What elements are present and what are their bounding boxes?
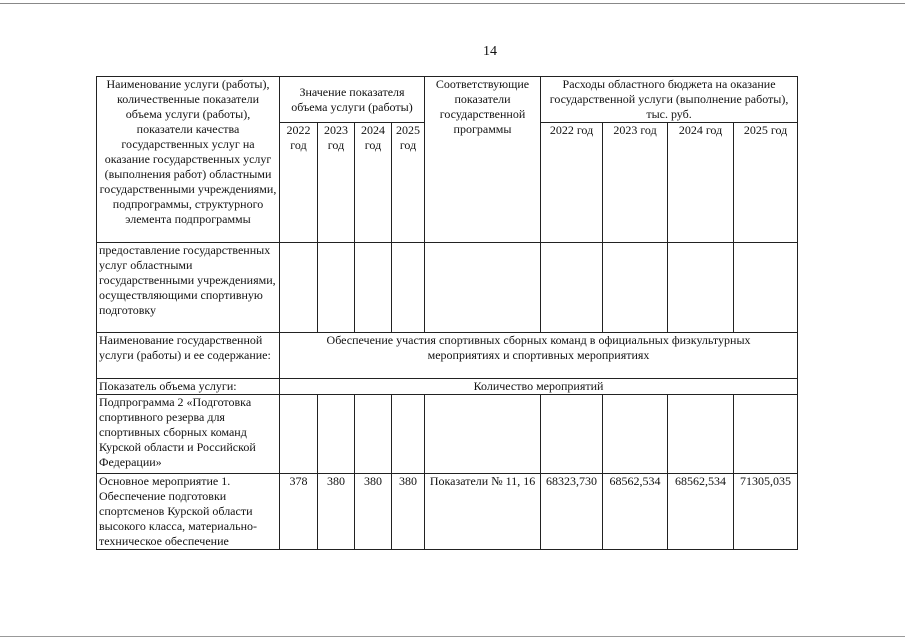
table-row-provision [97,243,798,333]
header-expenses-group: Расходы областного бюджета на оказание государственной услуги (выполнение работы), тыс. руб. [541,77,798,123]
header-expense-year: 2025 год [734,123,798,243]
empty-cell [318,243,355,333]
empty-cell [541,395,603,474]
empty-cell [392,243,425,333]
header-expense-year: 2024 год [668,123,734,243]
table-row-subprogram [97,395,798,474]
empty-cell [668,243,734,333]
empty-cell [425,243,541,333]
scan-edge-bottom [0,636,905,637]
table-row-service-name [97,333,798,379]
service-name-value: Обеспечение участия спортивных сборных команд в официальных физкультурных мероприятиях и спортивных мероприятиях [280,333,798,379]
volume-indicator-label: Показатель объема услуги: [97,379,280,395]
empty-cell [280,395,318,474]
main-event-expense: 68562,534 [603,474,668,550]
empty-cell [668,395,734,474]
table-row-volume-indicator [97,379,798,395]
main-event-expense: 71305,035 [734,474,798,550]
empty-cell [734,395,798,474]
header-row-1 [97,77,798,123]
empty-cell [603,243,668,333]
main-event-volume: 380 [318,474,355,550]
subprogram-text: Подпрограмма 2 «Подготовка спортивного резерва для спортивных сборных команд Курской области и Российской Федерации» [97,395,280,474]
budget-table [96,76,798,550]
page-number: 14 [483,44,497,59]
header-expense-year: 2022 год [541,123,603,243]
header-expense-year: 2023 год [603,123,668,243]
header-volume-year: 2022 год [280,123,318,243]
provision-text: предоставление государственных услуг областными государственными учреждениями, осуществляющими спортивную подготовку [97,243,280,333]
service-name-label: Наименование государственной услуги (работы) и ее содержание: [97,333,280,379]
empty-cell [280,243,318,333]
scan-edge-top [0,3,905,4]
table-row-main-event [97,474,798,550]
empty-cell [355,395,392,474]
empty-cell [392,395,425,474]
main-event-volume: 380 [355,474,392,550]
main-event-indicators: Показатели № 11, 16 [425,474,541,550]
main-event-volume: 380 [392,474,425,550]
empty-cell [318,395,355,474]
main-event-name: Основное мероприятие 1. Обеспечение подготовки спортсменов Курской области высокого класса, материально-техническое обеспечение [97,474,280,550]
empty-cell [734,243,798,333]
empty-cell [425,395,541,474]
header-volume-year: 2024 год [355,123,392,243]
main-event-expense: 68562,534 [668,474,734,550]
header-volume-year: 2023 год [318,123,355,243]
main-event-volume: 378 [280,474,318,550]
empty-cell [603,395,668,474]
header-program-indicators: Соответствующие показатели государственной программы [425,77,541,243]
empty-cell [541,243,603,333]
main-event-expense: 68323,730 [541,474,603,550]
volume-indicator-value: Количество мероприятий [280,379,798,395]
header-volume-year: 2025 год [392,123,425,243]
empty-cell [355,243,392,333]
header-volume-group: Значение показателя объема услуги (работы) [280,77,425,123]
header-service-name: Наименование услуги (работы), количественные показатели объема услуги (работы), показатели качества государственных услуг на оказание государственных услуг (выполнения работ) областными государственными учреждениями, подпрограммы, структурного элемента подпрограммы [97,77,280,243]
